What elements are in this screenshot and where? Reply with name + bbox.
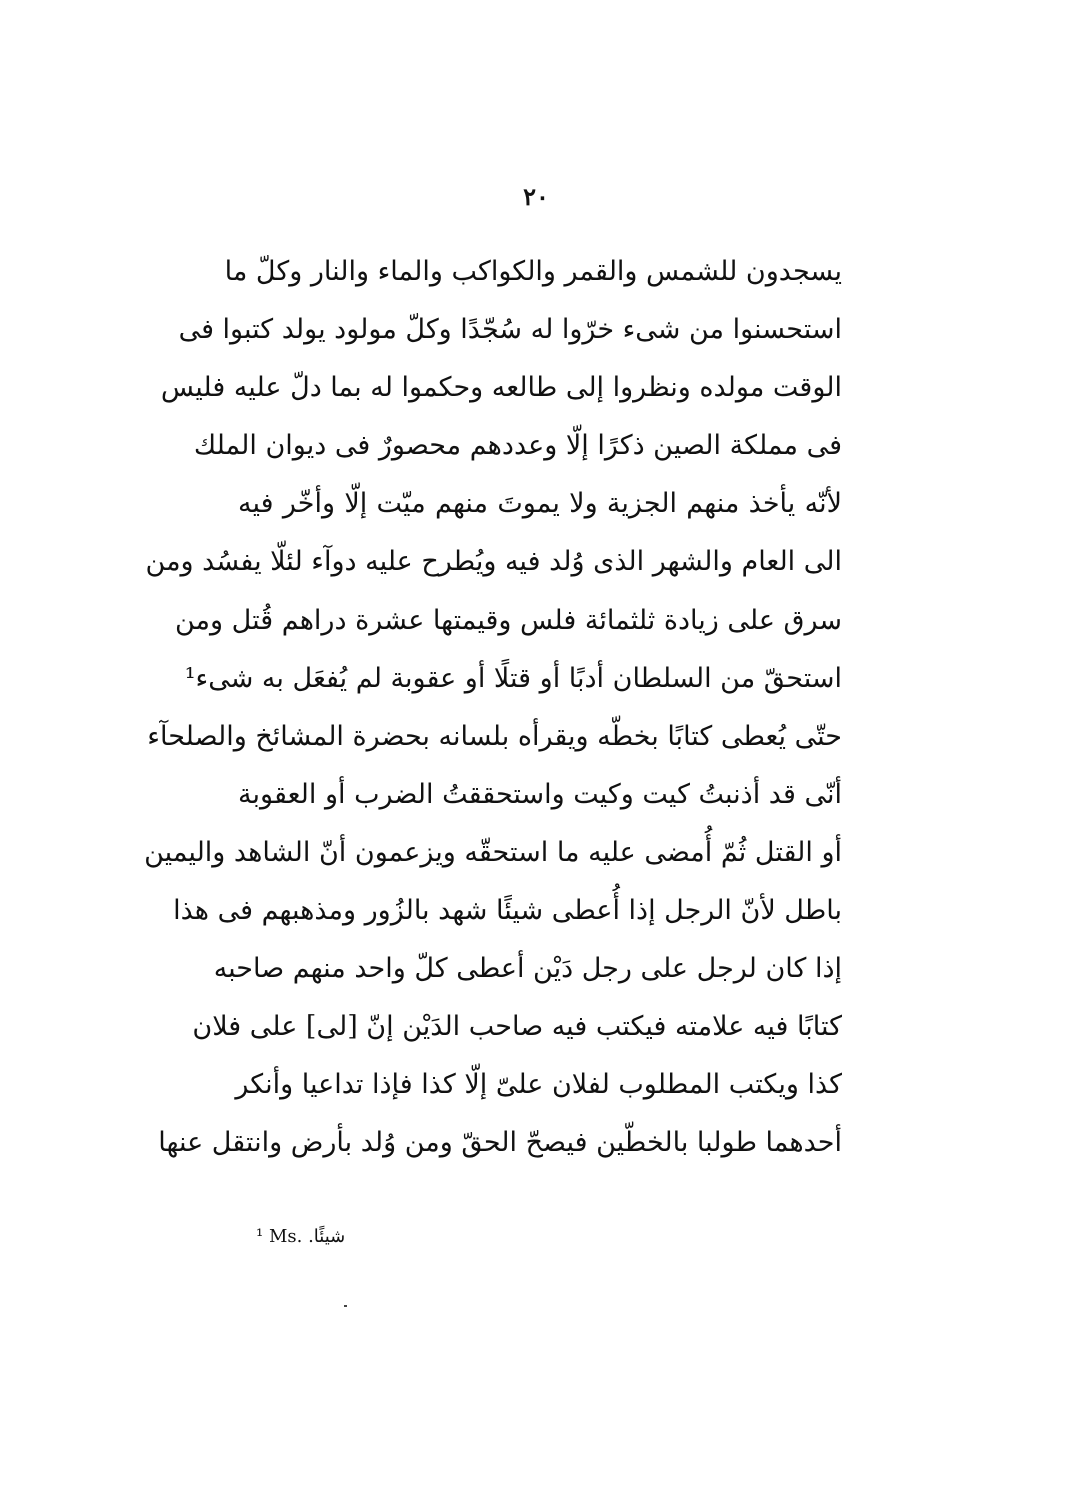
- footnote-marker: ¹: [256, 1226, 264, 1247]
- text-line: لأنّه يأخذ منهم الجزية ولا يموتَ منهم ميّت إلّا وأخّر فيه: [238, 488, 842, 520]
- page-number: ٢٠: [523, 182, 549, 211]
- arabic-text-block: [144, 248, 842, 1178]
- text-line: الى العام والشهر الذى وُلد فيه ويُطرح عليه دوآء لئلّا يفسُد ومن: [145, 546, 842, 578]
- text-line: حتّى يُعطى كتابًا بخطّه ويقرأه بلسانه بحضرة المشائخ والصلحآء: [147, 720, 842, 752]
- text-line: استحسنوا من شىء خرّوا له سُجّدًا وكلّ مولود يولد كتبوا فى: [178, 314, 842, 346]
- footnote-abbr: Ms.: [268, 1226, 303, 1247]
- footnote-text: شيئًا.: [308, 1226, 346, 1247]
- text-line: باطل لأنّ الرجل إذا أُعطى شيئًا شهد بالزُور ومذهبهم فى هذا: [173, 895, 842, 927]
- print-speck: [344, 1305, 347, 1307]
- text-line: سرق على زيادة ثلثمائة فلس وقيمتها عشرة دراهم قُتل ومن: [175, 604, 842, 636]
- text-line: استحقّ من السلطان أدبًا أو قتلًا أو عقوبة لم يُفعَل به شىء¹: [184, 662, 842, 694]
- text-line: كذا ويكتب المطلوب لفلان علىّ إلّا كذا فإذا تداعيا وأنكر: [235, 1069, 842, 1101]
- footnote: [256, 1226, 426, 1247]
- text-line: كتابًا فيه علامته فيكتب فيه صاحب الدَيْن إنّ [لى] على فلان: [192, 1011, 842, 1043]
- text-line: يسجدون للشمس والقمر والكواكب والماء والنار وكلّ ما: [224, 256, 842, 287]
- text-line: فى مملكة الصين ذكرًا إلّا وعددهم محصورٌ فى ديوان الملك: [193, 430, 842, 462]
- text-line: أنّى قد أذنبتُ كيت وكيت واستحققتُ الضرب أو العقوبة: [238, 778, 842, 810]
- text-line: أحدهما طولبا بالخطّين فيصحّ الحقّ ومن وُلد بأرض وانتقل عنها: [158, 1127, 842, 1159]
- text-line: أو القتل ثُمّ أُمضى عليه ما استحقّه ويزعمون أنّ الشاهد واليمين: [144, 836, 842, 868]
- text-line: إذا كان لرجل على رجل دَيْن أعطى كلّ واحد منهم صاحبه: [213, 953, 842, 985]
- text-line: الوقت مولده ونظروا إلى طالعه وحكموا له بما دلّ عليه فليس: [160, 372, 842, 404]
